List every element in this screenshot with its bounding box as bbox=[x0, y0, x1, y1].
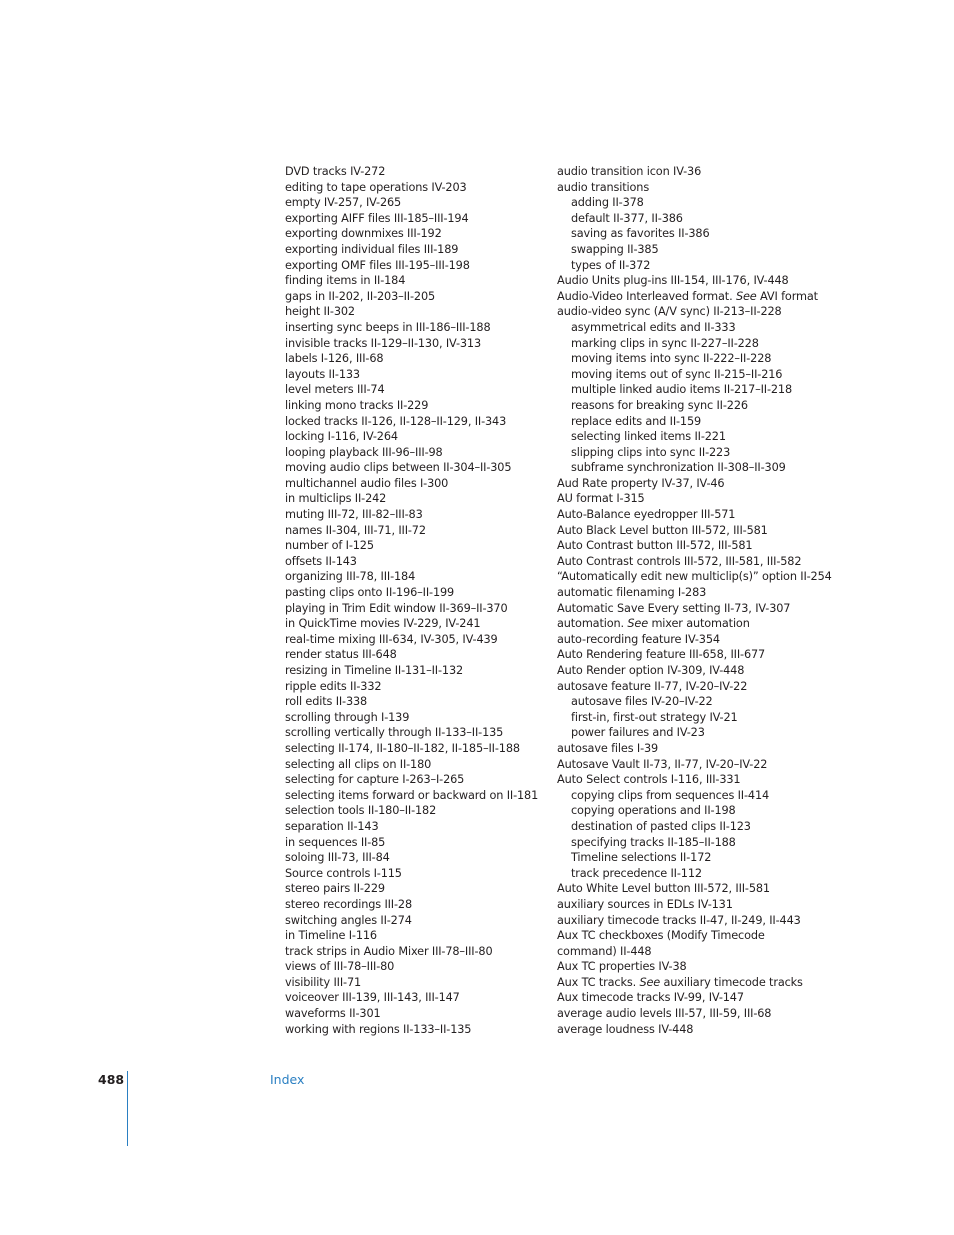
index-entry: editing to tape operations IV-203 bbox=[285, 180, 467, 194]
index-entry: Auto Black Level button III-572, III-581 bbox=[557, 523, 768, 537]
index-entry: audio transitions bbox=[557, 180, 650, 194]
index-column-left bbox=[285, 164, 560, 1037]
index-entry: ripple edits II-332 bbox=[285, 679, 382, 693]
index-entry: adding II-378 bbox=[571, 196, 644, 210]
index-entry: AU format I-315 bbox=[557, 492, 645, 506]
index-entry: types of II-372 bbox=[571, 258, 651, 272]
index-entry: render status III-648 bbox=[285, 648, 397, 662]
index-entry: swapping II-385 bbox=[571, 242, 659, 256]
index-entry: height II-302 bbox=[285, 305, 355, 319]
index-entry: level meters III-74 bbox=[285, 383, 385, 397]
index-entry: Auto Contrast controls III-572, III-581, III-582 bbox=[557, 554, 802, 568]
index-entry: selection tools II-180–II-182 bbox=[285, 804, 437, 818]
index-entry: soloing III-73, III-84 bbox=[285, 851, 390, 865]
index-entry: subframe synchronization II-308–II-309 bbox=[571, 461, 786, 475]
index-entry: waveforms II-301 bbox=[285, 1007, 381, 1021]
index-entry: marking clips in sync II-227–II-228 bbox=[571, 336, 759, 350]
index-entry: asymmetrical edits and II-333 bbox=[571, 320, 736, 334]
index-entry: exporting individual files III-189 bbox=[285, 242, 459, 256]
index-entry: separation II-143 bbox=[285, 819, 379, 833]
index-entry: in QuickTime movies IV-229, IV-241 bbox=[285, 617, 481, 631]
index-entry: saving as favorites II-386 bbox=[571, 227, 710, 241]
index-entry: audio transition icon IV-36 bbox=[557, 165, 702, 178]
index-entry: selecting linked items II-221 bbox=[571, 430, 726, 444]
index-entry: destination of pasted clips II-123 bbox=[571, 819, 751, 833]
index-entry: organizing III-78, III-184 bbox=[285, 570, 416, 584]
index-entry: Auto Select controls I-116, III-331 bbox=[557, 773, 741, 787]
index-entry: automation. See mixer automation bbox=[557, 617, 750, 631]
index-entry: track strips in Audio Mixer III-78–III-80 bbox=[285, 944, 493, 958]
index-entry: Auto Rendering feature III-658, III-677 bbox=[557, 648, 766, 662]
index-entry: real-time mixing III-634, IV-305, IV-439 bbox=[285, 632, 498, 646]
index-entry: average audio levels III-57, III-59, III-68 bbox=[557, 1007, 772, 1021]
index-entry: finding items in II-184 bbox=[285, 274, 406, 288]
index-entry: default II-377, II-386 bbox=[571, 211, 683, 225]
index-entry: auxiliary timecode tracks II-47, II-249, II-443 bbox=[557, 913, 801, 927]
index-entry: autosave files IV-20–IV-22 bbox=[571, 695, 713, 709]
index-entry: voiceover III-139, III-143, III-147 bbox=[285, 991, 460, 1005]
index-entry: Source controls I-115 bbox=[285, 866, 402, 880]
index-entry: reasons for breaking sync II-226 bbox=[571, 398, 748, 412]
index-entry: multichannel audio files I-300 bbox=[285, 476, 449, 490]
index-entry: Audio-Video Interleaved format. See AVI format bbox=[557, 289, 818, 303]
index-entry: linking mono tracks II-229 bbox=[285, 398, 429, 412]
index-entry: multiple linked audio items II-217–II-218 bbox=[571, 383, 793, 397]
index-entry: selecting all clips on II-180 bbox=[285, 757, 432, 771]
index-entry: Auto Contrast button III-572, III-581 bbox=[557, 539, 753, 553]
index-entry: roll edits II-338 bbox=[285, 695, 368, 709]
index-entry: views of III-78–III-80 bbox=[285, 960, 395, 974]
index-entry: empty IV-257, IV-265 bbox=[285, 196, 402, 210]
index-entry: working with regions II-133–II-135 bbox=[285, 1022, 472, 1036]
index-entry: exporting AIFF files III-185–III-194 bbox=[285, 211, 469, 225]
index-entry: playing in Trim Edit window II-369–II-370 bbox=[285, 601, 508, 615]
index-entry: number of I-125 bbox=[285, 539, 374, 553]
index-entry: locking I-116, IV-264 bbox=[285, 430, 398, 444]
footer-divider bbox=[127, 1071, 128, 1146]
index-entry: Auto White Level button III-572, III-581 bbox=[557, 882, 770, 896]
index-entry: audio-video sync (A/V sync) II-213–II-228 bbox=[557, 305, 782, 319]
index-entry: switching angles II-274 bbox=[285, 913, 412, 927]
index-entry: pasting clips onto II-196–II-199 bbox=[285, 586, 455, 600]
index-entry: autosave files I-39 bbox=[557, 741, 659, 755]
index-entry: selecting II-174, II-180–II-182, II-185–II-188 bbox=[285, 741, 520, 755]
index-entry: exporting downmixes III-192 bbox=[285, 227, 442, 241]
index-entry: moving items out of sync II-215–II-216 bbox=[571, 367, 783, 381]
index-entry: labels I-126, III-68 bbox=[285, 352, 384, 366]
section-title: Index bbox=[270, 1072, 305, 1087]
index-entry: DVD tracks IV-272 bbox=[285, 165, 386, 178]
index-entry: stereo pairs II-229 bbox=[285, 882, 385, 896]
index-entry: moving items into sync II-222–II-228 bbox=[571, 352, 772, 366]
index-entry: automatic filenaming I-283 bbox=[557, 586, 707, 600]
index-entry: looping playback III-96–III-98 bbox=[285, 445, 443, 459]
index-entry: stereo recordings III-28 bbox=[285, 897, 412, 911]
index-entry: copying clips from sequences II-414 bbox=[571, 788, 770, 802]
index-entry: gaps in II-202, II-203–II-205 bbox=[285, 289, 436, 303]
index-entry: locked tracks II-126, II-128–II-129, II-343 bbox=[285, 414, 507, 428]
index-entry: “Automatically edit new multiclip(s)” option II-254 bbox=[557, 570, 832, 584]
index-entry: moving audio clips between II-304–II-305 bbox=[285, 461, 512, 475]
index-entry: average loudness IV-448 bbox=[557, 1022, 694, 1036]
index-entry: exporting OMF files III-195–III-198 bbox=[285, 258, 470, 272]
index-column-right bbox=[557, 164, 847, 1037]
index-entry: invisible tracks II-129–II-130, IV-313 bbox=[285, 336, 481, 350]
index-entry: layouts II-133 bbox=[285, 367, 360, 381]
index-entry: slipping clips into sync II-223 bbox=[571, 445, 731, 459]
index-entry: selecting for capture I-263–I-265 bbox=[285, 773, 465, 787]
index-entry: muting III-72, III-82–III-83 bbox=[285, 508, 423, 522]
index-entry: Aux timecode tracks IV-99, IV-147 bbox=[557, 991, 744, 1005]
index-entry: Aux TC tracks. See auxiliary timecode tracks bbox=[557, 975, 803, 989]
index-entry: power failures and IV-23 bbox=[571, 726, 705, 740]
index-entry: replace edits and II-159 bbox=[571, 414, 702, 428]
index-entry: autosave feature II-77, IV-20–IV-22 bbox=[557, 679, 748, 693]
index-entry: specifying tracks II-185–II-188 bbox=[571, 835, 736, 849]
index-entry: Auto-Balance eyedropper III-571 bbox=[557, 508, 736, 522]
index-entry: resizing in Timeline II-131–II-132 bbox=[285, 664, 464, 677]
index-entry: auto-recording feature IV-354 bbox=[557, 632, 720, 646]
index-entry: Automatic Save Every setting II-73, IV-307 bbox=[557, 601, 791, 615]
index-entry: copying operations and II-198 bbox=[571, 804, 736, 818]
index-entry: in Timeline I-116 bbox=[285, 929, 377, 943]
index-entry: Aux TC properties IV-38 bbox=[557, 960, 687, 974]
index-entry: track precedence II-112 bbox=[571, 866, 702, 880]
index-entry: in multiclips II-242 bbox=[285, 492, 387, 506]
index-entry: scrolling vertically through II-133–II-135 bbox=[285, 726, 504, 740]
index-entry: Timeline selections II-172 bbox=[571, 851, 712, 865]
page-number: 488 bbox=[98, 1072, 125, 1087]
index-entry: names II-304, III-71, III-72 bbox=[285, 523, 426, 537]
index-entry: offsets II-143 bbox=[285, 554, 357, 568]
index-entry: in sequences II-85 bbox=[285, 835, 386, 849]
index-entry: Audio Units plug-ins III-154, III-176, IV-448 bbox=[557, 274, 789, 288]
index-entry: Auto Render option IV-309, IV-448 bbox=[557, 664, 745, 677]
index-entry: Aux TC checkboxes (Modify Timecode bbox=[557, 929, 765, 943]
index-entry: visibility III-71 bbox=[285, 975, 362, 989]
index-entry: first-in, first-out strategy IV-21 bbox=[571, 710, 738, 724]
index-entry: auxiliary sources in EDLs IV-131 bbox=[557, 897, 733, 911]
index-entry: selecting items forward or backward on II-181 bbox=[285, 788, 539, 802]
index-entry: Aud Rate property IV-37, IV-46 bbox=[557, 476, 725, 490]
index-entry: inserting sync beeps in III-186–III-188 bbox=[285, 320, 491, 334]
index-entry: command) II-448 bbox=[557, 944, 652, 958]
index-entry: scrolling through I-139 bbox=[285, 710, 410, 724]
index-entry: Autosave Vault II-73, II-77, IV-20–IV-22 bbox=[557, 757, 768, 771]
